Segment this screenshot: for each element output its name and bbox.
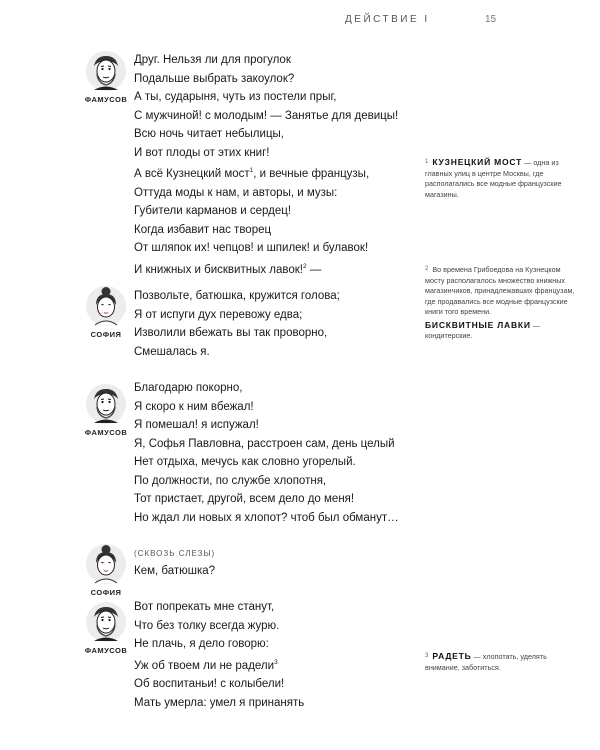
speaker-label: ФАМУСОВ — [84, 95, 128, 104]
verse-line: Я от испуги дух перевожу едва; — [134, 308, 303, 321]
note-text: — хлопотать, уделять внимание, заботиться. — [425, 652, 547, 672]
verse-line: Не плачь, я дело говорю: — [134, 638, 269, 650]
verse-line: Всю ночь читает небылицы, — [134, 128, 284, 140]
speaker-label: ФАМУСОВ — [84, 428, 128, 437]
margin-note-3 — [425, 651, 575, 673]
verse-line: Позвольте, батюшка, кружится голова; — [134, 290, 340, 302]
famusov-portrait — [82, 50, 130, 104]
verse-line: Я скоро к ним вбежал! — [134, 400, 254, 413]
verse-line: Изволили вбежать вы так проворно, — [134, 327, 328, 339]
verse-line: Благодарю покорно, — [134, 382, 243, 394]
footnote-mark: 3 — [274, 658, 278, 666]
verse-text: , и вечные французы, — [253, 168, 370, 180]
verse-line: Мать умерла: умел я принанять — [134, 696, 305, 709]
verse-line: Когда избавит нас творец — [134, 223, 272, 236]
famusov-portrait — [82, 383, 130, 437]
note-number: 3 — [425, 653, 429, 659]
famusov-face-icon — [85, 50, 127, 92]
famusov-face-icon — [85, 601, 127, 643]
stage-direction: (СКВОЗЬ СЛЕЗЫ) — [134, 549, 216, 558]
note-subentry — [425, 320, 575, 342]
verse-line: Кем, батюшка? — [134, 565, 216, 577]
verse-line: Оттуда моды к нам, и авторы, и музы: — [134, 186, 338, 199]
verse-line: Тот пристает, другой, всем дело до меня! — [134, 493, 355, 505]
verse-text: А всё Кузнецкий мост — [134, 168, 250, 180]
verse-line: И вот плоды от этих книг! — [134, 146, 270, 159]
footnote-mark: 1 — [249, 167, 254, 174]
sofia-portrait — [82, 285, 130, 339]
speaker-label: ФАМУСОВ — [84, 646, 128, 655]
verse-line — [134, 162, 398, 184]
famusov-portrait — [82, 601, 130, 655]
note-number: 2 — [425, 266, 429, 272]
note-text: Во времена Грибоедова на Кузнецком мосту располагалось множество книжных магазинчиков, принадлежавших французам, где продавались все модные французские книги того времени. — [425, 265, 575, 316]
verse-line: От шляпок их! чепцов! и шпилек! и булавок! — [134, 242, 369, 254]
verse-line: По должности, по службе хлопотня, — [134, 474, 327, 487]
verse-line: Смешалась я. — [134, 345, 210, 358]
verse-block-5 — [134, 598, 304, 712]
verse-line: Нет отдыха, мечусь как словно угорелый. — [134, 456, 356, 468]
verse-line: Что без толку всегда журю. — [134, 619, 280, 632]
running-header-act: ДЕЙСТВИЕ I — [345, 14, 430, 25]
verse-block-1 — [134, 51, 398, 279]
footnote-mark: 2 — [303, 262, 307, 270]
sofia-face-icon — [85, 543, 127, 585]
page-number: 15 — [485, 14, 497, 25]
note-number: 1 — [425, 159, 429, 165]
verse-line: Вот попрекать мне станут, — [134, 601, 275, 613]
verse-text: Уж об твоем ли не радели — [134, 659, 275, 672]
verse-line — [134, 258, 398, 280]
verse-line — [134, 654, 304, 676]
note-text: — кондитерские. — [425, 320, 541, 340]
verse-block-4 — [134, 562, 215, 581]
verse-line: А ты, сударыня, чуть из постели прыг, — [134, 91, 337, 103]
verse-block-3 — [134, 379, 399, 527]
verse-line: Подальше выбрать закоулок? — [134, 72, 295, 85]
verse-line: Но ждал ли новых я хлопот? чтоб был обманут… — [134, 511, 399, 524]
speaker-label: СОФИЯ — [90, 588, 122, 597]
verse-line: Я помешал! я испужал! — [134, 419, 259, 431]
note-text: — одна из главных улиц в центре Москвы, где располагались все модные французские магазины. — [425, 158, 562, 199]
note-term: БИСКВИТНЫЕ ЛАВКИ — [425, 319, 531, 330]
note-term: КУЗНЕЦКИЙ МОСТ — [432, 157, 523, 167]
verse-text: И книжных и бисквитных лавок! — [134, 263, 304, 276]
margin-note-1 — [425, 157, 575, 200]
verse-block-2 — [134, 287, 340, 361]
sofia-face-icon — [85, 285, 127, 327]
famusov-face-icon — [85, 383, 127, 425]
verse-text: — — [306, 263, 322, 276]
margin-note-2 — [425, 264, 575, 342]
speaker-label: СОФИЯ — [90, 330, 122, 339]
verse-line: Я, Софья Павловна, расстроен сам, день целый — [134, 437, 395, 450]
verse-line: Об воспитаньи! с колыбели! — [134, 678, 285, 690]
verse-line: Губители карманов и сердец! — [134, 205, 292, 217]
verse-line: С мужчиной! с молодым! — Занятье для девицы! — [134, 109, 399, 122]
sofia-portrait — [82, 543, 130, 597]
note-term: РАДЕТЬ — [432, 651, 472, 661]
verse-line: Друг. Нельзя ли для прогулок — [134, 54, 291, 66]
